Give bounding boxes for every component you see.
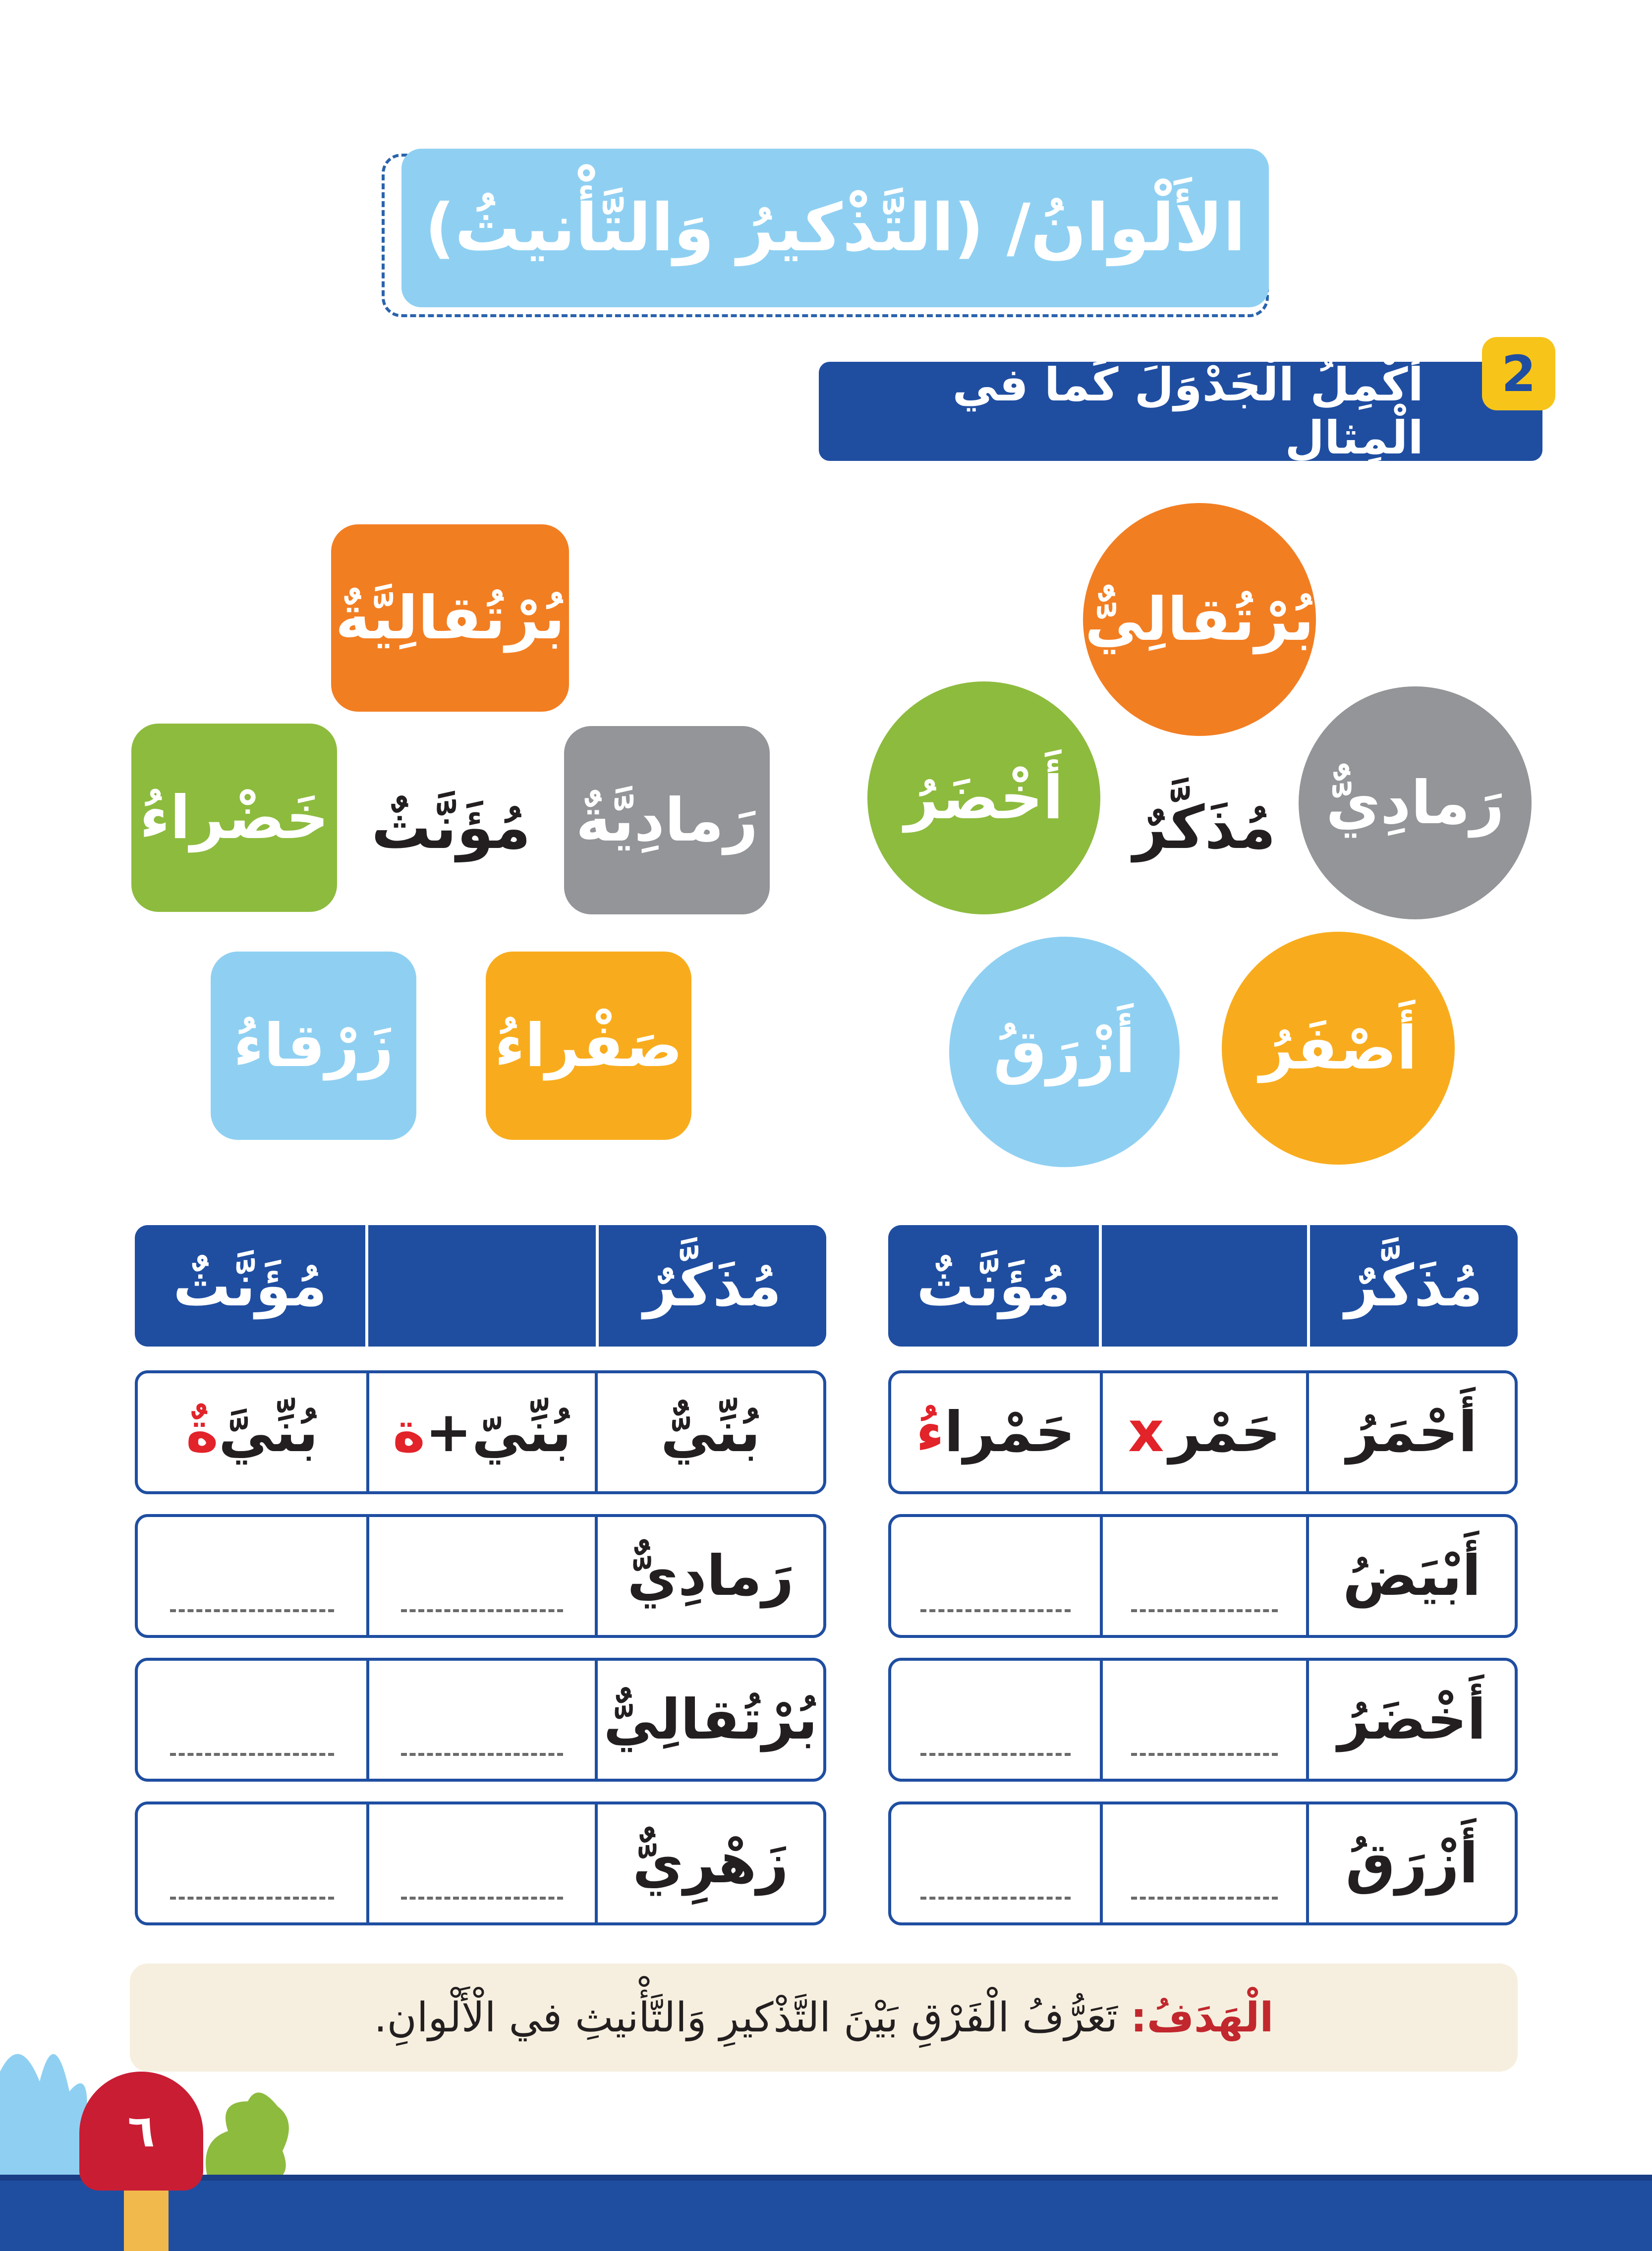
instruction-number: 2 [1482, 337, 1555, 410]
cell-masculine: أَخْضَرُ [1306, 1661, 1515, 1779]
table-row [135, 1514, 826, 1638]
table-row [135, 1370, 826, 1494]
cell-middle [1100, 1373, 1306, 1491]
instruction-text: أَكْمِلُ الْجَدْوَلَ كَما في الْمِثالِ [819, 362, 1542, 461]
color-circle-blue: أَزْرَقُ [949, 937, 1180, 1167]
header-middle [1099, 1225, 1307, 1347]
table-row [888, 1658, 1518, 1782]
table-right-header [888, 1225, 1518, 1347]
mid-stem: بُنِّيّ+ [425, 1400, 572, 1464]
answer-blank[interactable] [891, 1517, 1100, 1635]
header-masculine: مُذَكَّرٌ [1307, 1225, 1518, 1347]
table-row [888, 1370, 1518, 1494]
color-box-green: خَضْراءُ [131, 724, 337, 912]
fem-stem: بُنِّيَّ [219, 1400, 319, 1464]
answer-blank[interactable] [1100, 1661, 1306, 1779]
header-feminine: مُؤَنَّثٌ [173, 1252, 327, 1319]
cell-masculine: أَبْيَضُ [1306, 1517, 1515, 1635]
table-row [888, 1514, 1518, 1638]
table-row [135, 1801, 826, 1925]
answer-blank[interactable] [891, 1804, 1100, 1922]
cell-masculine: بُرْتُقالِيٌّ [595, 1661, 823, 1779]
table-left-header [135, 1225, 826, 1347]
answer-blank[interactable] [1100, 1804, 1306, 1922]
table-row [888, 1801, 1518, 1925]
answer-blank[interactable] [138, 1804, 366, 1922]
cell-feminine [891, 1373, 1100, 1491]
mid-stem: حَمْر [1169, 1400, 1281, 1464]
cell-masculine: بُنِّيٌّ [595, 1373, 823, 1491]
cell-feminine [138, 1373, 366, 1491]
color-box-orange: بُرْتُقالِيَّةٌ [331, 524, 569, 712]
answer-blank[interactable] [138, 1661, 366, 1779]
goal-box [130, 1964, 1518, 2072]
footer-band [0, 2181, 1652, 2251]
plant-decoration [198, 2082, 292, 2181]
color-circle-orange: بُرْتُقالِيٌّ [1083, 503, 1316, 736]
answer-blank[interactable] [1100, 1517, 1306, 1635]
goal-label: الْهَدَفُ: [1131, 1994, 1274, 2041]
color-box-gray: رَمادِيَّةٌ [564, 726, 770, 914]
cell-masculine: رَمادِيٌّ [595, 1517, 823, 1635]
cell-masculine: أَحْمَرُ [1306, 1373, 1515, 1491]
color-box-blue: زَرْقاءُ [211, 952, 416, 1140]
masculine-label: مُذَكَّرٌ [1133, 793, 1276, 862]
color-circle-yellow: أَصْفَرُ [1222, 932, 1455, 1165]
answer-blank[interactable] [366, 1661, 595, 1779]
answer-blank[interactable] [138, 1517, 366, 1635]
color-box-yellow: صَفْراءُ [486, 952, 691, 1140]
cross-mark: x [1128, 1400, 1164, 1464]
cell-masculine: أَزْرَقُ [1306, 1804, 1515, 1922]
header-masculine: مُذَكَّرٌ [596, 1225, 826, 1347]
mushroom-stem [124, 2181, 169, 2251]
answer-blank[interactable] [366, 1517, 595, 1635]
feminine-label: مُؤَنَّثٌ [371, 793, 531, 862]
page-number: ٦ [79, 2072, 203, 2191]
answer-blank[interactable] [366, 1804, 595, 1922]
fem-stem: حَمْرا [944, 1400, 1076, 1464]
header-feminine: مُؤَنَّثٌ [916, 1252, 1071, 1319]
fem-suffix: ةٌ [185, 1400, 219, 1464]
cell-masculine: زَهْرِيٌّ [595, 1804, 823, 1922]
goal-text: تَعَرُّفُ الْفَرْقِ بَيْنَ التَّذْكيرِ وَالتَّأْنيثِ في الْأَلْوانِ. [374, 1994, 1118, 2041]
header-middle [365, 1225, 596, 1347]
cell-middle [366, 1373, 595, 1491]
fem-suffix: ءُ [915, 1400, 945, 1464]
table-row [135, 1658, 826, 1782]
mid-suffix: ة [392, 1400, 426, 1464]
page-title: الأَلْوانُ/ (التَّذْكيرُ وَالتَّأْنيثُ) [401, 149, 1269, 307]
color-circle-green: أَخْضَرُ [867, 681, 1100, 914]
color-circle-gray: رَمادِيٌّ [1299, 686, 1532, 919]
answer-blank[interactable] [891, 1661, 1100, 1779]
